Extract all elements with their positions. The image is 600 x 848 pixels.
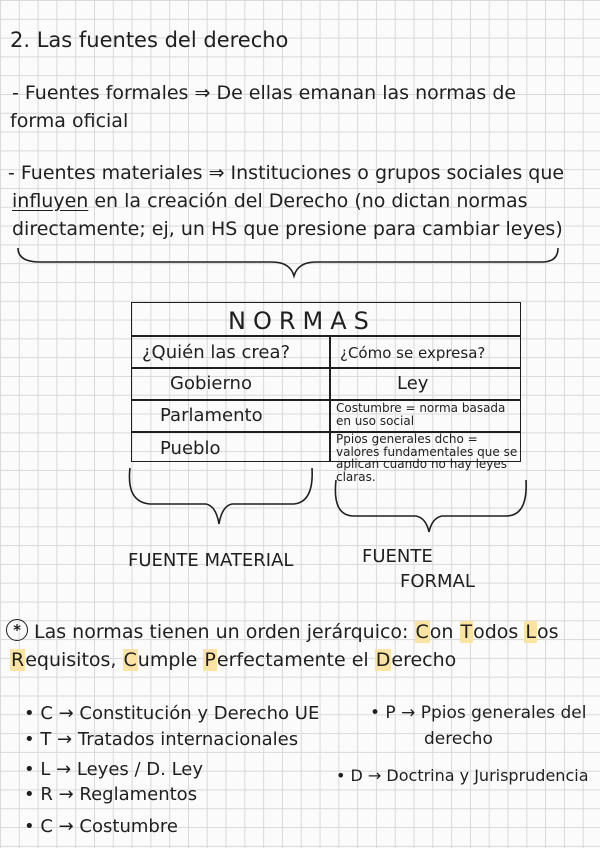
hierarchy-line-1: [34, 623, 558, 642]
col-header-expression: ¿Cómo se expresa?: [340, 344, 486, 362]
mnemonic-initial: C: [415, 621, 429, 643]
mnemonic-rest: os: [536, 621, 559, 643]
row-expression: Ley: [397, 373, 429, 394]
material-brace: [122, 464, 322, 534]
mnemonic-rest: equisitos,: [25, 649, 123, 671]
mnemonic-initial: P: [204, 649, 216, 671]
mnemonic-rest: erfectamente el: [216, 649, 375, 671]
mnemonic-initial: C: [123, 649, 137, 671]
underlined-influyen: influyen: [12, 190, 89, 212]
asterisk-icon: *: [13, 621, 21, 639]
normas-table: [131, 302, 521, 484]
mnemonic-initial: L: [525, 621, 536, 643]
table-title: NORMAS: [228, 307, 376, 335]
page-heading: 2. Las fuentes del derecho: [10, 28, 289, 52]
hierarchy-intro: Las normas tienen un orden jerárquico:: [34, 621, 409, 643]
list-item: derecho: [424, 729, 493, 749]
col-header-creator: ¿Quién las crea?: [142, 342, 291, 363]
materiales-line-3: directamente; ej, un HS que presione para cambiar leyes): [12, 218, 563, 240]
list-item: • R → Reglamentos: [24, 784, 198, 805]
row-creator: Gobierno: [170, 373, 252, 394]
mnemonic-rest: erecho: [391, 649, 457, 671]
list-item: • P → Ppios generales del: [370, 703, 587, 723]
list-item: • L → Leyes / D. Ley: [24, 759, 204, 780]
mnemonic-initial: T: [460, 621, 473, 643]
list-item: • C → Costumbre: [24, 816, 178, 837]
list-item: • D → Doctrina y Jurisprudencia: [336, 766, 589, 785]
row-creator: Parlamento: [160, 405, 263, 426]
mnemonic-initial: R: [11, 649, 25, 671]
mnemonic-rest: odos: [473, 621, 525, 643]
top-brace: [10, 244, 570, 284]
materiales-line-2: [12, 192, 528, 211]
materiales-line-2-rest: en la creación del Derecho (no dictan normas: [88, 190, 528, 212]
list-item: • C → Constitución y Derecho UE: [24, 703, 320, 724]
formal-brace: [328, 476, 538, 536]
row-creator: Pueblo: [160, 438, 221, 459]
label-fuente-material: FUENTE MATERIAL: [128, 550, 294, 571]
row-expression: Ppios generales dcho = valores fundamentales que se aplican cuando no hay leyes claras.: [336, 432, 518, 484]
mnemonic-initial: D: [375, 649, 391, 671]
materiales-line-1: - Fuentes materiales ⇒ Instituciones o grupos sociales que: [8, 162, 565, 184]
asterisk-marker: [6, 619, 28, 641]
formales-line-2: forma oficial: [10, 110, 129, 132]
hierarchy-line-2: [10, 651, 456, 670]
mnemonic-rest: on: [429, 621, 460, 643]
formales-line-1: - Fuentes formales ⇒ De ellas emanan las normas de: [12, 82, 517, 104]
list-item: • T → Tratados internacionales: [24, 729, 299, 750]
label-fuente-formal-2: FORMAL: [400, 571, 475, 592]
row-expression: Costumbre = norma basada en uso social: [336, 401, 506, 428]
mnemonic-rest: umple: [137, 649, 204, 671]
label-fuente-formal-1: FUENTE: [362, 546, 433, 567]
